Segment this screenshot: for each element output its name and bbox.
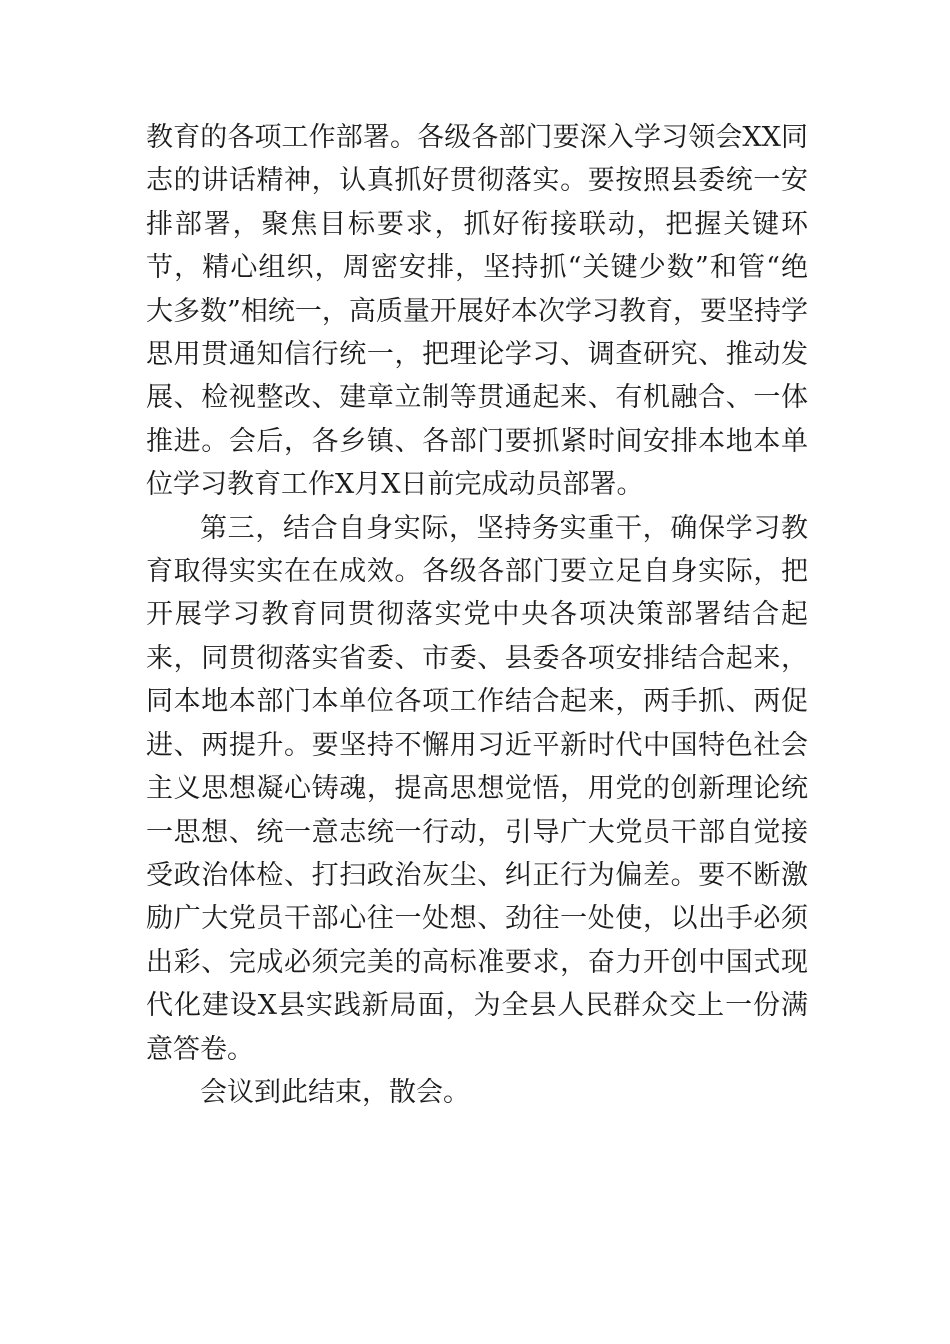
document-body (146, 116, 808, 1114)
paragraph-third-point: 第三，结合自身实际，坚持务实重干，确保学习教育取得实实在在成效。各级各部门要立足自身实际，把开展学习教育同贯彻落实党中央各项决策部署结合起来，同贯彻落实省委、市委、县委各项安排结合起来，同本地本部门本单位各项工作结合起来，两手抓、两促进、两提升。要坚持不懈用习近平新时代中国特色社会主义思想凝心铸魂，提高思想觉悟，用党的创新理论统一思想、统一意志统一行动，引导广大党员干部自觉接受政治体检、打扫政治灰尘、纠正行为偏差。要不断激励广大党员干部心往一处想、劲往一处使，以出手必须出彩、完成必须完美的高标准要求，奋力开创中国式现代化建设X县实践新局面，为全县人民群众交上一份满意答卷。 (146, 512, 808, 1065)
paragraph-continued: 教育的各项工作部署。各级各部门要深入学习领会XX同志的讲话精神，认真抓好贯彻落实。要按照县委统一安排部署，聚焦目标要求，抓好衔接联动，把握关键环节，精心组织，周密安排，坚持抓“关键少数”和管“绝大多数”相统一，高质量开展好本次学习教育，要坚持学思用贯通知信行统一，把理论学习、调查研究、推动发展、检视整改、建章立制等贯通起来、有机融合、一体推进。会后，各乡镇、各部门要抓紧时间安排本地本单位学习教育工作X月X日前完成动员部署。 (146, 122, 808, 501)
paragraph-closing: 会议到此结束，散会。 (200, 1076, 470, 1108)
